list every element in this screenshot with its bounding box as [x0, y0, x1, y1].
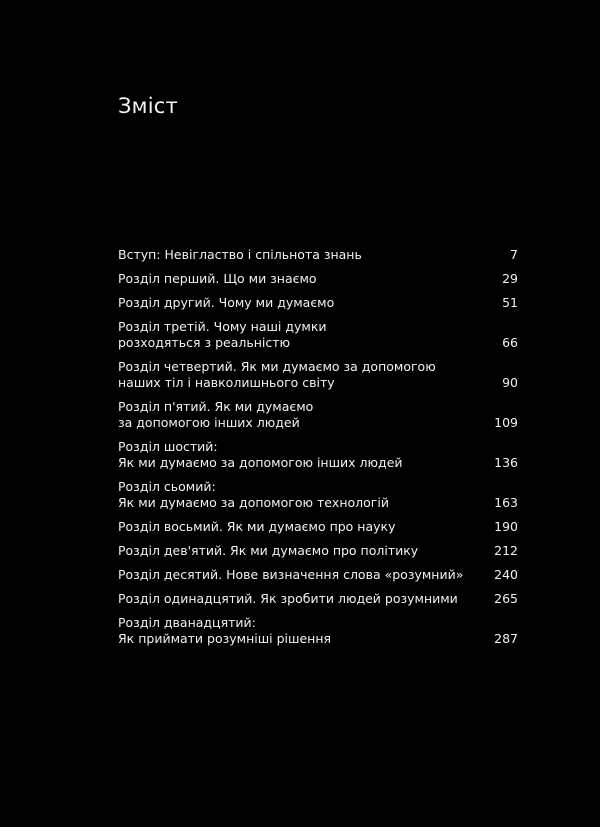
toc-entry-title — [118, 399, 494, 431]
toc-entry[interactable] — [118, 615, 518, 647]
toc-entry[interactable] — [118, 543, 518, 559]
toc-entry-title — [118, 359, 494, 391]
toc-entry-line: Розділ сьомий: — [118, 479, 216, 494]
toc-entry-page-number: 136 — [494, 455, 518, 470]
toc-entry-line: Розділ третій. Чому наші думки — [118, 319, 327, 334]
toc-entry-page-number: 90 — [502, 375, 518, 390]
toc-entry[interactable] — [118, 271, 518, 287]
toc-entry-page-number: 51 — [502, 295, 518, 310]
toc-entry-title — [118, 247, 494, 263]
toc-entry-page-number: 240 — [494, 567, 518, 582]
toc-entry-page-number: 265 — [494, 591, 518, 606]
toc-entry[interactable] — [118, 359, 518, 391]
toc-entry-line: Як ми думаємо за допомогою інших людей — [118, 455, 403, 470]
toc-entry-title — [118, 543, 494, 559]
toc-entry-title — [118, 567, 494, 583]
table-of-contents — [118, 247, 518, 655]
toc-entry[interactable] — [118, 319, 518, 351]
toc-entry-line: Розділ дванадцятий: — [118, 615, 256, 630]
toc-entry[interactable] — [118, 591, 518, 607]
toc-entry-page-number: 190 — [494, 519, 518, 534]
toc-entry-title — [118, 479, 494, 511]
toc-entry-page-number: 212 — [494, 543, 518, 558]
toc-entry[interactable] — [118, 519, 518, 535]
toc-entry-line: Розділ дев'ятий. Як ми думаємо про політику — [118, 543, 419, 558]
toc-entry-line: Як приймати розумніші рішення — [118, 631, 332, 646]
toc-entry-line: Розділ десятий. Нове визначення слова «розумний» — [118, 567, 464, 582]
toc-entry-page-number: 29 — [502, 271, 518, 286]
toc-entry-line: Розділ перший. Що ми знаємо — [118, 271, 317, 286]
page-title: Зміст — [118, 94, 178, 118]
toc-entry[interactable] — [118, 439, 518, 471]
toc-entry-line: за допомогою інших людей — [118, 415, 300, 430]
toc-entry-line: Розділ п'ятий. Як ми думаємо — [118, 399, 314, 414]
toc-entry-title — [118, 615, 494, 647]
toc-entry-title — [118, 319, 494, 351]
toc-entry[interactable] — [118, 399, 518, 431]
toc-entry-line: наших тіл і навколишнього світу — [118, 375, 335, 390]
toc-entry-page-number: 66 — [502, 335, 518, 350]
toc-entry-line: розходяться з реальністю — [118, 335, 291, 350]
toc-entry-title — [118, 439, 494, 471]
toc-entry-page-number: 109 — [494, 415, 518, 430]
toc-entry-page-number: 163 — [494, 495, 518, 510]
toc-entry-title — [118, 295, 494, 311]
toc-entry-title — [118, 271, 494, 287]
toc-entry-title — [118, 519, 494, 535]
toc-entry-page-number: 287 — [494, 631, 518, 646]
toc-entry[interactable] — [118, 295, 518, 311]
toc-entry[interactable] — [118, 247, 518, 263]
toc-entry-title — [118, 591, 494, 607]
toc-entry-line: Розділ одинадцятий. Як зробити людей розумними — [118, 591, 458, 606]
toc-entry-line: Розділ четвертий. Як ми думаємо за допомогою — [118, 359, 436, 374]
toc-entry[interactable] — [118, 479, 518, 511]
toc-entry-line: Як ми думаємо за допомогою технологій — [118, 495, 389, 510]
toc-entry-page-number: 7 — [510, 247, 518, 262]
toc-entry-line: Вступ: Невігластво і спільнота знань — [118, 247, 362, 262]
toc-entry-line: Розділ другий. Чому ми думаємо — [118, 295, 335, 310]
toc-entry[interactable] — [118, 567, 518, 583]
toc-entry-line: Розділ восьмий. Як ми думаємо про науку — [118, 519, 396, 534]
toc-entry-line: Розділ шостий: — [118, 439, 218, 454]
